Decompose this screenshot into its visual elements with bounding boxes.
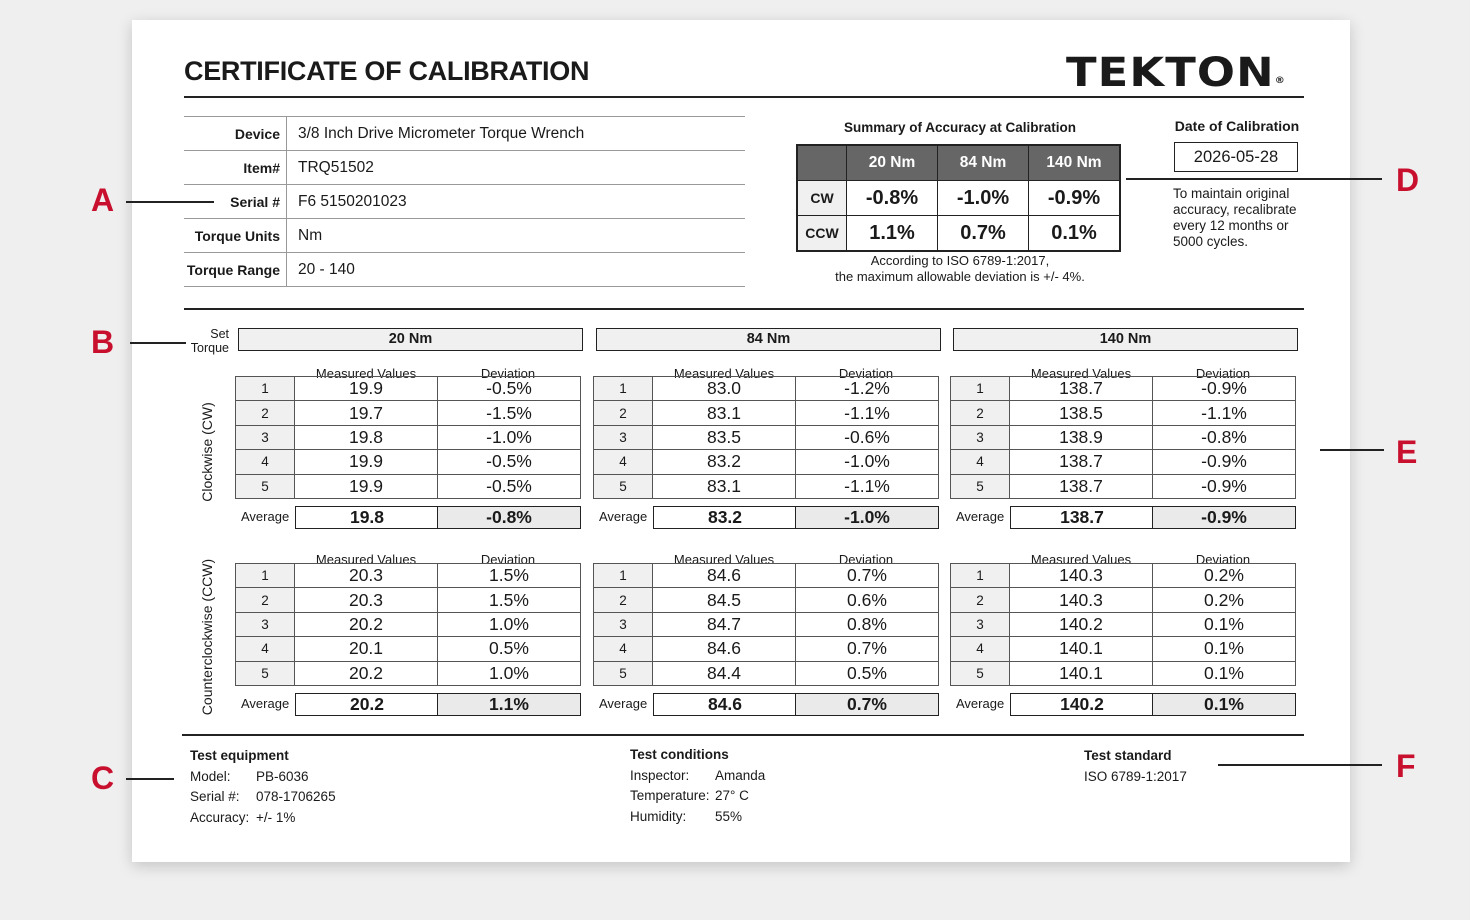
footer-field-value: 27° C: [715, 788, 749, 803]
measured-value: 83.1: [653, 474, 796, 498]
callout-e: E: [1396, 434, 1418, 470]
summary-col-header: 84 Nm: [938, 145, 1029, 181]
average-label: Average: [599, 696, 648, 711]
deviation-value: -1.1%: [796, 401, 939, 425]
footer-field-label: Model:: [190, 768, 231, 784]
ccw-label: Counterclockwise (CCW): [199, 558, 215, 716]
trial-number: 5: [594, 661, 653, 685]
callout-c: C: [91, 760, 115, 796]
summary-cell: -0.8%: [847, 181, 938, 216]
table-row: [594, 612, 939, 636]
summary-cell: 0.1%: [1029, 216, 1121, 252]
callout-a: A: [91, 182, 115, 218]
table-row: [236, 637, 581, 661]
trial-number: 1: [594, 377, 653, 401]
deviation-value: -1.1%: [1153, 401, 1296, 425]
table-row: [236, 450, 581, 474]
table-row: [236, 377, 581, 401]
table-row: [594, 637, 939, 661]
deviation-header: Deviation: [838, 366, 894, 381]
deviation-value: -0.5%: [438, 450, 581, 474]
average-label: Average: [956, 509, 1005, 524]
trial-number: 3: [951, 612, 1010, 636]
table-row: [594, 401, 939, 425]
measurement-table: [235, 376, 581, 499]
device-info-row: [184, 185, 745, 219]
deviation-value: 1.0%: [438, 612, 581, 636]
measured-value: 138.7: [1010, 474, 1153, 498]
deviation-value: -0.9%: [1153, 474, 1296, 498]
callout-f: F: [1396, 748, 1416, 784]
measured-values-header: Measured Values: [1030, 366, 1132, 381]
measured-value: 140.1: [1010, 661, 1153, 685]
callout-f-line: [1218, 764, 1382, 766]
device-info-label: Torque Range: [184, 253, 287, 287]
measured-value: 84.7: [653, 612, 796, 636]
trial-number: 4: [594, 450, 653, 474]
device-info-label: Device: [184, 117, 287, 151]
calibration-date-value: 2026-05-28: [1174, 142, 1298, 172]
deviation-value: -0.9%: [1153, 450, 1296, 474]
device-info-row: [184, 151, 745, 185]
deviation-value: 0.2%: [1153, 588, 1296, 612]
device-info-label: Serial #: [184, 185, 287, 219]
trial-number: 3: [594, 612, 653, 636]
trial-number: 4: [951, 450, 1010, 474]
footer-field: [630, 786, 765, 807]
deviation-value: -1.1%: [796, 474, 939, 498]
test-standard-section: [1084, 746, 1187, 787]
table-row: [951, 425, 1296, 449]
callout-b-line: [130, 342, 186, 344]
measured-values-header: Measured Values: [315, 552, 417, 567]
footer-field-label: Humidity:: [630, 808, 687, 824]
table-row: [594, 564, 939, 588]
tekton-logo: TEKTON®: [1066, 50, 1286, 96]
deviation-value: -1.0%: [796, 450, 939, 474]
trial-number: 2: [594, 401, 653, 425]
summary-corner: [797, 145, 847, 181]
trial-number: 5: [951, 474, 1010, 498]
trial-number: 2: [236, 401, 295, 425]
deviation-value: -0.8%: [1153, 425, 1296, 449]
average-deviation: -0.9%: [1152, 506, 1296, 529]
table-row: [594, 425, 939, 449]
measurement-table: [593, 563, 939, 686]
summary-row-label: CCW: [797, 216, 847, 252]
device-info-value: 20 - 140: [298, 260, 355, 278]
measured-value: 83.0: [653, 377, 796, 401]
measured-value: 138.9: [1010, 425, 1153, 449]
measured-value: 84.6: [653, 564, 796, 588]
table-row: [594, 450, 939, 474]
deviation-value: 0.7%: [796, 637, 939, 661]
measured-value: 19.8: [295, 425, 438, 449]
table-row: [951, 450, 1296, 474]
trial-number: 2: [951, 588, 1010, 612]
average-value: 20.2: [295, 693, 439, 716]
table-row: [951, 564, 1296, 588]
test-equipment-heading: Test equipment: [190, 748, 289, 763]
certificate-sheet: [132, 20, 1350, 862]
trial-number: 2: [236, 588, 295, 612]
measurement-table: [593, 376, 939, 499]
footer-rule: [182, 734, 1304, 736]
summary-col-header: 140 Nm: [1029, 145, 1121, 181]
footer-field-value: PB-6036: [256, 768, 309, 784]
trial-number: 3: [951, 425, 1010, 449]
deviation-header: Deviation: [1195, 366, 1251, 381]
average-deviation: 0.7%: [795, 693, 939, 716]
device-info-row: [184, 253, 745, 287]
average-label: Average: [956, 696, 1005, 711]
deviation-value: 0.7%: [796, 564, 939, 588]
summary-col-header: 20 Nm: [847, 145, 938, 181]
summary-table: [796, 144, 1121, 252]
device-info-label: Torque Units: [184, 219, 287, 253]
measured-value: 138.5: [1010, 401, 1153, 425]
summary-cell: 1.1%: [847, 216, 938, 252]
callout-b: B: [91, 324, 115, 360]
deviation-value: 0.1%: [1153, 637, 1296, 661]
table-row: [951, 474, 1296, 498]
deviation-value: -0.5%: [438, 377, 581, 401]
deviation-value: -1.5%: [438, 401, 581, 425]
set-torque-label: Set Torque: [190, 327, 229, 355]
measured-value: 19.9: [295, 377, 438, 401]
device-info-row: [184, 219, 745, 253]
trial-number: 3: [236, 612, 295, 636]
table-row: [951, 661, 1296, 685]
deviation-value: 1.0%: [438, 661, 581, 685]
average-deviation: 0.1%: [1152, 693, 1296, 716]
measured-value: 20.3: [295, 564, 438, 588]
measured-value: 83.1: [653, 401, 796, 425]
table-row: [951, 588, 1296, 612]
summary-note: According to ISO 6789-1:2017, the maximum allowable deviation is +/- 4%.: [835, 253, 1085, 284]
trial-number: 3: [236, 425, 295, 449]
trial-number: 1: [951, 377, 1010, 401]
measured-value: 140.1: [1010, 637, 1153, 661]
deviation-header: Deviation: [480, 552, 536, 567]
measured-values-header: Measured Values: [673, 552, 775, 567]
recalibration-note: To maintain original accuracy, recalibrate every 12 months or 5000 cycles.: [1173, 186, 1297, 249]
table-row: [236, 661, 581, 685]
footer-field-label: Temperature:: [630, 788, 710, 803]
trial-number: 5: [236, 661, 295, 685]
trial-number: 5: [951, 661, 1010, 685]
test-standard-heading: Test standard: [1084, 748, 1172, 763]
callout-c-line: [126, 778, 174, 780]
table-row: [951, 401, 1296, 425]
trial-number: 1: [236, 377, 295, 401]
footer-field: [190, 767, 336, 788]
measured-value: 19.7: [295, 401, 438, 425]
average-value: 19.8: [295, 506, 439, 529]
measured-value: 19.9: [295, 474, 438, 498]
footer-field-label: Inspector:: [630, 767, 690, 783]
deviation-value: -1.2%: [796, 377, 939, 401]
trial-number: 2: [594, 588, 653, 612]
table-row: [236, 588, 581, 612]
footer-field: [190, 787, 336, 808]
set-torque-header: 84 Nm: [596, 328, 941, 351]
trial-number: 1: [951, 564, 1010, 588]
title-rule: [184, 96, 1304, 98]
callout-d: D: [1396, 162, 1420, 198]
device-info-value: Nm: [298, 226, 323, 244]
average-deviation: -1.0%: [795, 506, 939, 529]
measured-value: 83.2: [653, 450, 796, 474]
cw-label: Clockwise (CW): [199, 402, 215, 502]
table-row: [594, 474, 939, 498]
callout-a-line: [126, 201, 214, 203]
deviation-value: 0.1%: [1153, 612, 1296, 636]
measured-value: 138.7: [1010, 450, 1153, 474]
trial-number: 4: [236, 637, 295, 661]
deviation-header: Deviation: [838, 552, 894, 567]
measured-value: 84.4: [653, 661, 796, 685]
table-row: [951, 377, 1296, 401]
deviation-header: Deviation: [1195, 552, 1251, 567]
measured-value: 84.5: [653, 588, 796, 612]
test-standard-value: ISO 6789-1:2017: [1084, 768, 1187, 784]
deviation-value: -0.5%: [438, 474, 581, 498]
deviation-value: -1.0%: [438, 425, 581, 449]
trial-number: 2: [951, 401, 1010, 425]
summary-row-label: CW: [797, 181, 847, 216]
device-info-label: Item#: [184, 151, 287, 185]
deviation-value: 0.6%: [796, 588, 939, 612]
average-value: 84.6: [653, 693, 797, 716]
footer-field: [190, 808, 336, 829]
measured-values-header: Measured Values: [1030, 552, 1132, 567]
summary-cell: -0.9%: [1029, 181, 1121, 216]
measured-value: 20.1: [295, 637, 438, 661]
footer-field: [630, 807, 765, 828]
deviation-value: 1.5%: [438, 588, 581, 612]
deviation-value: 0.2%: [1153, 564, 1296, 588]
measured-value: 84.6: [653, 637, 796, 661]
measured-value: 20.3: [295, 588, 438, 612]
trial-number: 1: [236, 564, 295, 588]
device-info-value: F6 5150201023: [298, 192, 407, 210]
measurement-table: [235, 563, 581, 686]
trial-number: 1: [594, 564, 653, 588]
footer-field-label: Serial #:: [190, 789, 240, 804]
measured-value: 20.2: [295, 661, 438, 685]
measured-value: 140.3: [1010, 588, 1153, 612]
measured-value: 140.2: [1010, 612, 1153, 636]
table-row: [594, 377, 939, 401]
trial-number: 3: [594, 425, 653, 449]
footer-field-value: +/- 1%: [256, 809, 296, 825]
average-deviation: 1.1%: [437, 693, 581, 716]
trial-number: 4: [951, 637, 1010, 661]
test-conditions-heading: Test conditions: [630, 747, 729, 762]
callout-d-line: [1126, 178, 1382, 180]
trial-number: 5: [236, 474, 295, 498]
table-row: [594, 661, 939, 685]
table-row: [236, 401, 581, 425]
device-info-table: [184, 116, 745, 287]
table-row: [236, 564, 581, 588]
measured-values-header: Measured Values: [673, 366, 775, 381]
deviation-value: 0.5%: [796, 661, 939, 685]
footer-field-value: Amanda: [715, 767, 766, 783]
deviation-header: Deviation: [480, 366, 536, 381]
measured-value: 83.5: [653, 425, 796, 449]
average-value: 138.7: [1010, 506, 1154, 529]
device-info-row: [184, 117, 745, 151]
table-row: [236, 612, 581, 636]
table-row: [236, 474, 581, 498]
deviation-value: -0.9%: [1153, 377, 1296, 401]
section-rule: [184, 308, 1304, 310]
set-torque-header: 140 Nm: [953, 328, 1298, 351]
measured-value: 19.9: [295, 450, 438, 474]
table-row: [236, 425, 581, 449]
trial-number: 4: [594, 637, 653, 661]
summary-cell: 0.7%: [938, 216, 1029, 252]
deviation-value: -0.6%: [796, 425, 939, 449]
measurement-table: [950, 563, 1296, 686]
footer-field-value: 55%: [715, 808, 743, 824]
average-value: 83.2: [653, 506, 797, 529]
device-info-value: 3/8 Inch Drive Micrometer Torque Wrench: [298, 124, 585, 142]
deviation-value: 0.1%: [1153, 661, 1296, 685]
table-row: [951, 637, 1296, 661]
average-label: Average: [241, 509, 290, 524]
callout-e-line: [1320, 449, 1384, 451]
summary-cell: -1.0%: [938, 181, 1029, 216]
table-row: [594, 588, 939, 612]
test-conditions-section: [630, 745, 765, 827]
footer-field: [630, 766, 765, 787]
device-info-value: TRQ51502: [298, 158, 374, 176]
test-equipment-section: [190, 746, 336, 828]
trial-number: 5: [594, 474, 653, 498]
average-deviation: -0.8%: [437, 506, 581, 529]
footer-field-label: Accuracy:: [190, 809, 250, 825]
average-label: Average: [241, 696, 290, 711]
average-label: Average: [599, 509, 648, 524]
table-row: [951, 612, 1296, 636]
measured-value: 138.7: [1010, 377, 1153, 401]
measured-value: 20.2: [295, 612, 438, 636]
average-value: 140.2: [1010, 693, 1154, 716]
footer-field-value: 078-1706265: [256, 789, 336, 804]
measurement-table: [950, 376, 1296, 499]
set-torque-header: 20 Nm: [238, 328, 583, 351]
measured-value: 140.3: [1010, 564, 1153, 588]
deviation-value: 0.8%: [796, 612, 939, 636]
summary-title: Summary of Accuracy at Calibration: [843, 120, 1077, 135]
calibration-date-label: Date of Calibration: [1174, 118, 1300, 134]
measured-values-header: Measured Values: [315, 366, 417, 381]
certificate-title: CERTIFICATE OF CALIBRATION: [184, 56, 590, 86]
trial-number: 4: [236, 450, 295, 474]
deviation-value: 1.5%: [438, 564, 581, 588]
deviation-value: 0.5%: [438, 637, 581, 661]
